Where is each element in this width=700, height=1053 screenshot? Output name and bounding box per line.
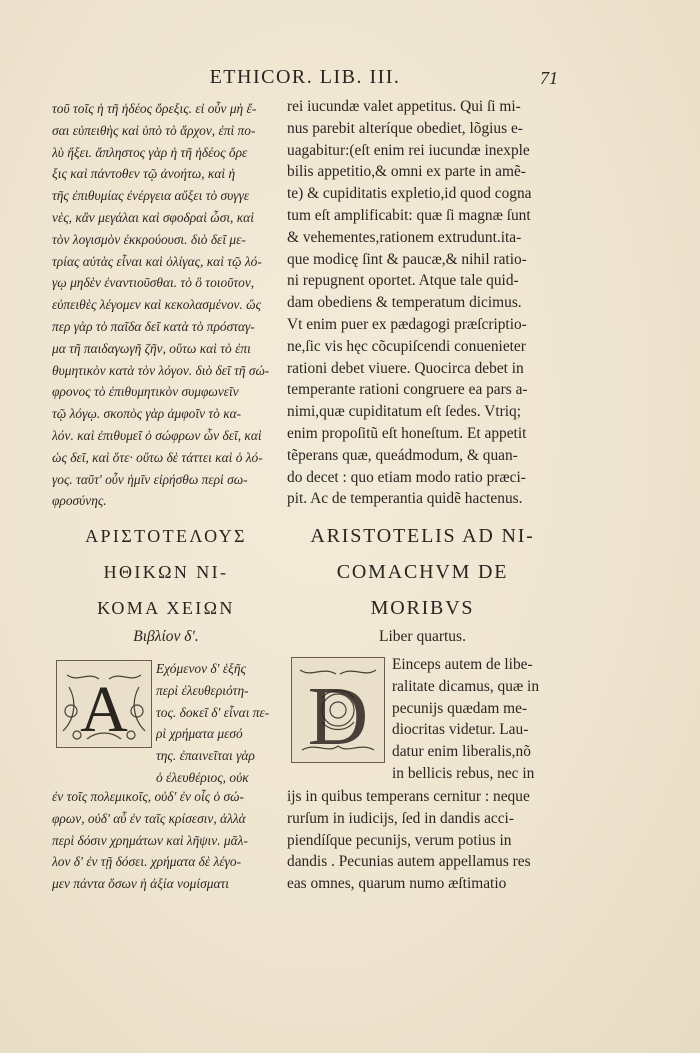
- running-head: ETHICOR. LIB. III.: [209, 66, 401, 88]
- text-line: bilis appetitio,& omni ex parte in amẽ-: [287, 163, 526, 181]
- text-line: γῳ μηδὲν ἐναντιοῦσθαι. τὸ ὃ τοιοῦτον,: [52, 275, 255, 291]
- svg-text:Α: Α: [80, 673, 128, 746]
- text-line: rurſum in iudicijs, ſed in dandis acci-: [287, 809, 514, 827]
- text-line: λον δ' ἐν τῇ δόσει. χρήματα δὲ λέγο-: [52, 854, 242, 870]
- text-line: uagabitur:(eſt enim rei iucundæ inexple: [287, 141, 530, 159]
- text-line: τος. δοκεῖ δ' εἶναι πε-: [156, 704, 270, 720]
- text-line: te) & cupiditatis expletio,id quod cogna: [287, 185, 532, 203]
- text-line: pecunijs quædam me-: [392, 699, 528, 717]
- upper-greek-column: [52, 98, 280, 512]
- text-line: nus parebit alteríque obediet, lõgius e-: [287, 119, 523, 137]
- page-number: 71: [540, 68, 558, 88]
- text-line: γος. ταῦτ' οὖν ἡμῖν εἰρήσθω περὶ σω-: [52, 471, 248, 487]
- title-line: ΗΘΙΚΩΝ ΝΙ-: [103, 562, 229, 582]
- greek-book-title: [50, 518, 282, 648]
- text-line: μεν πάντα ὅσων ἡ ἀξία νομίσματι: [52, 876, 229, 892]
- lower-latin-column: [287, 786, 553, 895]
- lower-greek-column-short: [156, 658, 280, 789]
- text-line: pit. Ac de temperantia quidẽ hactenus.: [287, 490, 523, 508]
- text-line: περ γὰρ τὸ παῖδα δεῖ κατὰ τὸ πρόσταγ-: [52, 318, 255, 334]
- text-line: τοῦ τοῖς ἡ τῆ ἡδέος ὄρεξις. εἰ οὖν μὴ ἔ-: [52, 101, 257, 116]
- text-line: τῷ λόγῳ. σκοπὸς γὰρ ἀμφοῖν τὸ κα-: [52, 406, 242, 422]
- title-line: ΚΟΜΑ ΧΕΙΩΝ: [97, 598, 235, 618]
- text-line: τρίας αὐτὰς εἶναι καὶ ὀλίγας, καὶ τῷ λό-: [52, 253, 262, 269]
- floral-ornament-icon: [292, 658, 384, 762]
- text-line: τῆς ἐπιθυμίας ἐνέργεια αὔξει τὸ συγγε: [52, 188, 250, 204]
- text-line: λόν. καὶ ἐπιθυμεῖ ὁ σώφρων ὧν δεῖ, καὶ: [52, 427, 262, 443]
- text-line: περὶ ἐλευθεριότη-: [156, 682, 249, 698]
- text-line: nimi,quæ cupiditatum eſt ſedes. Vtriq;: [287, 403, 521, 421]
- greek-book-subtitle: Βιβλίον δʹ.: [133, 628, 199, 645]
- text-line: & vehementes,rationem extrudunt.ita-: [287, 228, 522, 246]
- text-line: ρὶ χρήματα μεσό: [156, 726, 243, 742]
- text-line: της. ἐπαινεῖται γὰρ: [156, 748, 255, 764]
- text-line: Vt enim puer ex pædagogi præſcriptio-: [287, 315, 527, 333]
- text-line: φρονος τὸ ἐπιθυμητικὸν συμφωνεῖν: [52, 384, 239, 400]
- text-line: φρων, οὐδ' αὖ ἐν ταῖς κρίσεσιν, ἀλλὰ: [52, 810, 246, 826]
- text-line: εὐπειθὲς λέγομεν καὶ κεκολασμένον. ὥς: [52, 297, 262, 313]
- text-line: περὶ δόσιν χρημάτων καὶ λῆψιν. μᾶλ-: [52, 832, 248, 848]
- title-line: COMACHVM DE: [336, 561, 509, 583]
- upper-latin-column: [287, 96, 553, 510]
- text-line: ijs in quibus temperans cernitur : neque: [287, 788, 530, 805]
- text-line: in bellicis rebus, nec in: [392, 764, 535, 782]
- svg-text:D: D: [307, 670, 369, 762]
- text-line: temperante rationi congruere ea pars a-: [287, 381, 528, 399]
- text-line: μα τῆ παιδαγωγῆ ζῆν, οὕτω καὶ τὸ ἐπι: [52, 340, 251, 356]
- latin-book-title: [285, 518, 560, 648]
- text-line: que modicę ſint & paucæ,& nihil ratio-: [287, 250, 527, 268]
- text-line: Εχόμενον δ' ἑξῆς: [156, 661, 246, 676]
- text-line: do decet : quo etiam modo ratio præci-: [287, 468, 526, 486]
- text-line: φροσύνης.: [52, 493, 107, 509]
- lower-latin-column-short: [392, 654, 556, 785]
- text-line: piendíſque pecunijs, verum potius in: [287, 831, 512, 849]
- title-line: ARISTOTELIS AD NI-: [310, 525, 535, 547]
- floral-ornament-icon: [57, 661, 151, 747]
- text-line: rei iucundæ valet appetitus. Qui ſi mi-: [287, 98, 521, 115]
- text-line: ὁ ἐλευθέριος, οὐκ: [156, 769, 249, 785]
- title-line: ΑΡΙΣΤΟΤΕΛΟΥΣ: [85, 526, 247, 546]
- text-line: diocritas videtur. Lau-: [392, 721, 529, 739]
- text-line: ne,ſic vis hęc cõcupiſcendi conuenieter: [287, 337, 526, 355]
- latin-book-subtitle: Liber quartus.: [379, 628, 466, 645]
- text-line: datur enim liberalis,nõ: [392, 743, 531, 761]
- text-line: enim propoſitũ eſt honeſtum. Et appetit: [287, 424, 527, 442]
- text-line: ὡς δεῖ, καὶ ὅτε· οὕτω δὲ τάττει καὶ ὁ λό-: [52, 449, 263, 465]
- text-line: rationi debet viuere. Quocirca debet in: [287, 359, 524, 377]
- greek-decorated-initial: [56, 660, 152, 748]
- text-line: λὺ ἥξει. ἄπληστος γὰρ ἡ τῆ ἡδέος ὄρε: [52, 144, 248, 160]
- latin-decorated-initial: [291, 657, 385, 763]
- text-line: ralitate dicamus, quæ in: [392, 677, 540, 695]
- text-line: θυμητικὸν κατὰ τὸν λόγον. διὸ δεῖ τῆ σώ-: [52, 362, 270, 378]
- lower-greek-column: [52, 786, 280, 895]
- text-line: νὲς, κἂν μεγάλαι καὶ σφοδραὶ ὦσι, καὶ: [52, 209, 254, 225]
- text-line: dandis . Pecunias autem appellamus res: [287, 853, 531, 871]
- text-line: Einceps autem de libe-: [392, 656, 533, 673]
- text-line: dam obediens & temperatum dicimus.: [287, 294, 522, 312]
- text-line: σαι εὐπειθὴς καὶ ὑπὸ τὸ ἄρχον, ἐπὶ πο-: [52, 122, 256, 138]
- text-line: eas omnes, quarum numo æſtimatio: [287, 875, 507, 893]
- title-line: MORIBVS: [370, 597, 475, 619]
- text-line: tum eſt amplificabit: quæ ſi magnæ ſunt: [287, 206, 531, 224]
- text-line: ἐν τοῖς πολεμικοῖς, οὐδ' ἐν οἷς ὁ σώ-: [52, 789, 244, 804]
- text-line: ξις καὶ πάντοθεν τῷ ἀνοήτω, καὶ ἡ: [52, 166, 236, 182]
- text-line: τὸν λογισμὸν ἐκκρούουσι. διὸ δεῖ με-: [52, 231, 246, 247]
- text-line: ni repugnent oportet. Atque tale quid-: [287, 272, 519, 290]
- text-line: tẽperans quæ, queádmodum, & quan-: [287, 446, 518, 464]
